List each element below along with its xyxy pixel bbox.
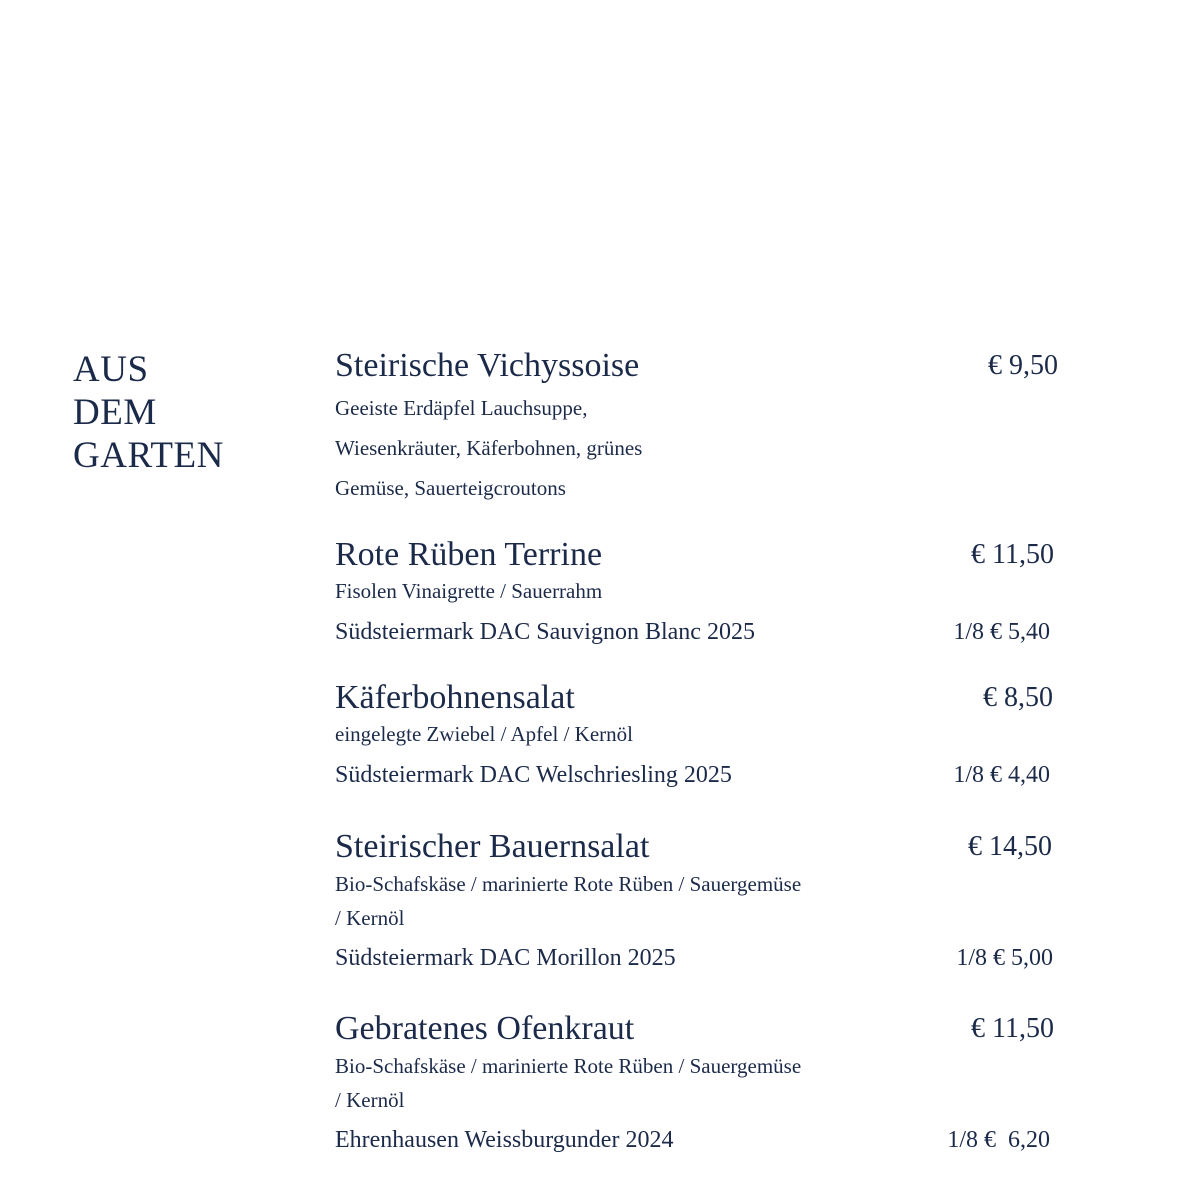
- dish-price: € 14,50: [968, 831, 1052, 862]
- dish-name: Käferbohnensalat: [335, 679, 575, 716]
- section-title-line: GARTEN: [73, 435, 224, 476]
- dish-description-line: Geeiste Erdäpfel Lauchsuppe,: [335, 396, 588, 420]
- wine-price: 1/8 € 6,20: [947, 1127, 1050, 1153]
- section-title-line: DEM: [73, 392, 157, 433]
- dish-description-line: Bio-Schafskäse / marinierte Rote Rüben / Sauergemüse: [335, 872, 802, 896]
- dish-price: € 11,50: [971, 539, 1054, 570]
- wine-pairing: Südsteiermark DAC Morillon 2025: [335, 945, 676, 971]
- wine-pairing: Südsteiermark DAC Sauvignon Blanc 2025: [335, 619, 755, 645]
- wine-price: 1/8 € 5,00: [956, 945, 1053, 971]
- wine-pairing: Ehrenhausen Weissburgunder 2024: [335, 1127, 674, 1153]
- dish-description-line: / Kernöl: [335, 1088, 405, 1112]
- dish-name: Steirischer Bauernsalat: [335, 828, 650, 865]
- dish-name: Steirische Vichyssoise: [335, 347, 640, 384]
- section-title: [73, 348, 224, 477]
- dish-description-line: / Kernöl: [335, 906, 405, 930]
- dish-price: € 9,50: [988, 350, 1058, 381]
- dish-description-line: Wiesenkräuter, Käferbohnen, grünes: [335, 436, 643, 460]
- dish-name: Rote Rüben Terrine: [335, 536, 603, 573]
- wine-price: 1/8 € 4,40: [953, 762, 1050, 788]
- section-title-line: AUS: [73, 349, 149, 390]
- dish-price: € 11,50: [971, 1013, 1054, 1044]
- dish-price: € 8,50: [983, 682, 1053, 713]
- dish-name: Gebratenes Ofenkraut: [335, 1010, 635, 1047]
- wine-pairing: Südsteiermark DAC Welschriesling 2025: [335, 762, 732, 788]
- dish-description-line: Bio-Schafskäse / marinierte Rote Rüben / Sauergemüse: [335, 1054, 802, 1078]
- dish-description-line: Fisolen Vinaigrette / Sauerrahm: [335, 579, 603, 603]
- dish-description-line: Gemüse, Sauerteigcroutons: [335, 476, 566, 500]
- dish-description-line: eingelegte Zwiebel / Apfel / Kernöl: [335, 722, 633, 746]
- wine-price: 1/8 € 5,40: [953, 619, 1050, 645]
